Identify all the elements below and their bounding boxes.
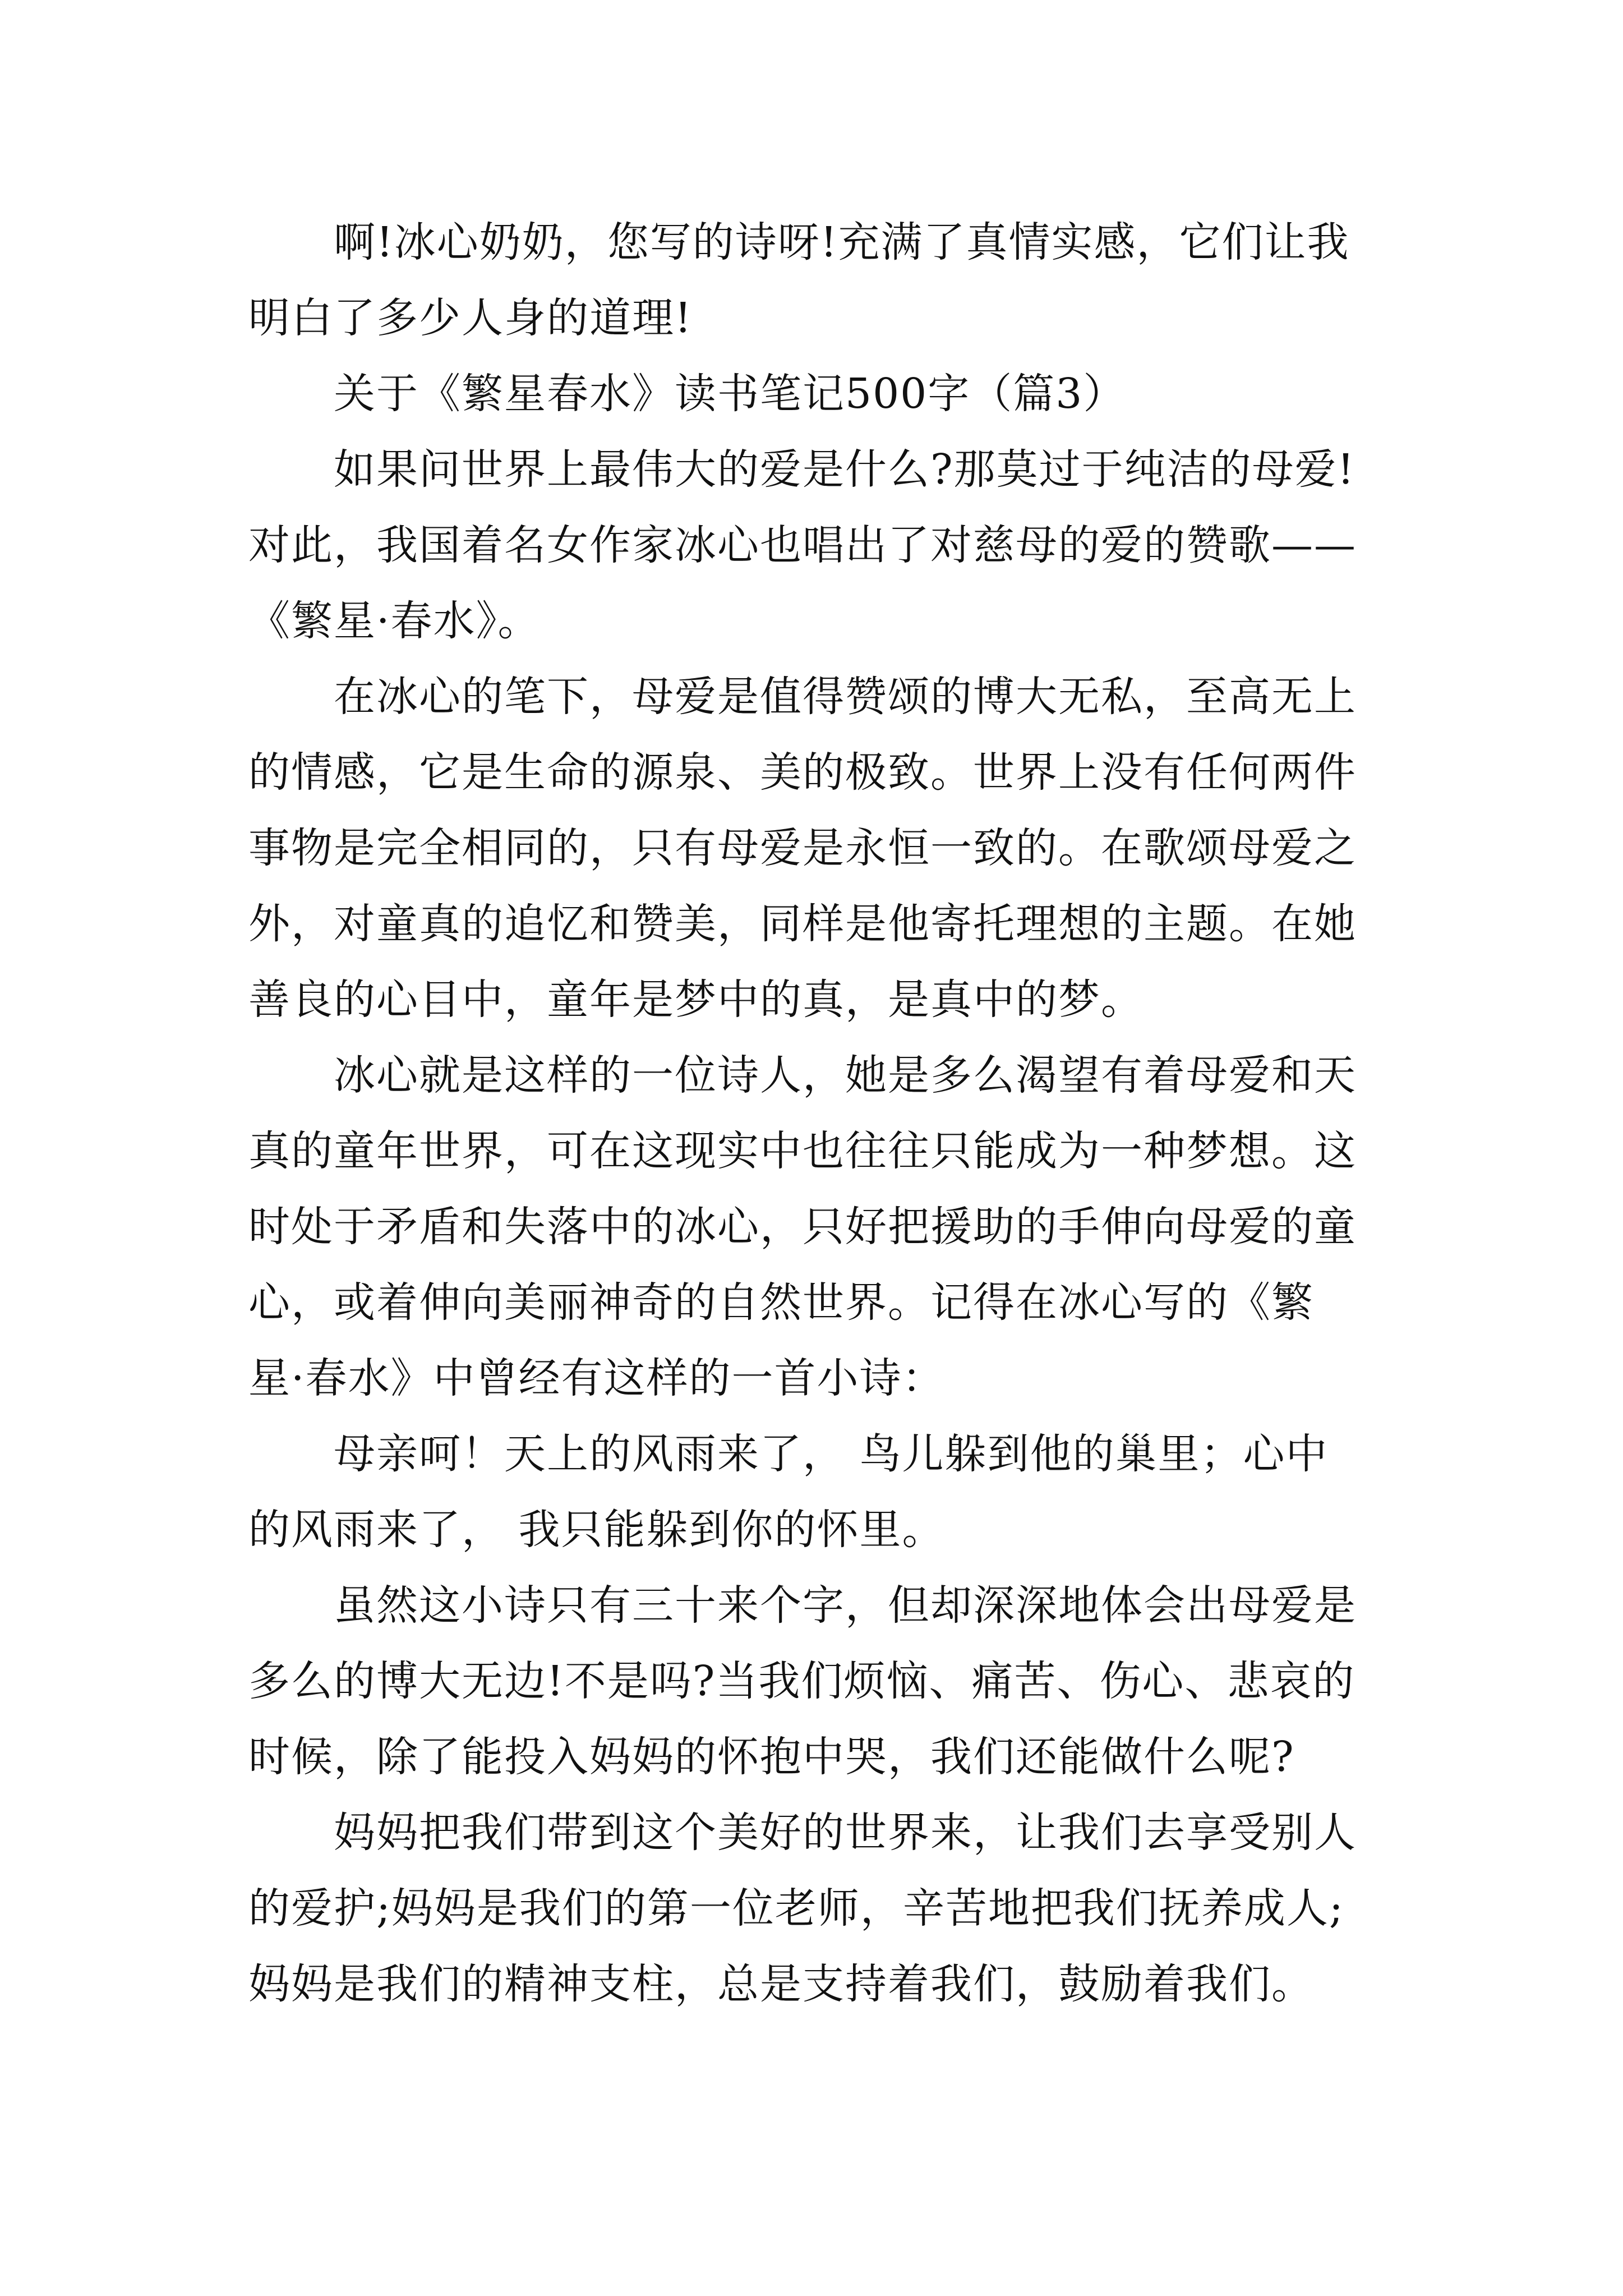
text-line: 如果问世界上最伟大的爱是什么?那莫过于纯洁的母爱!: [248, 445, 1355, 494]
text-line: 明白了多少人身的道理!: [248, 294, 693, 342]
poem-line: 的风雨来了， 我只能躲到你的怀里。: [248, 1506, 945, 1554]
text-line: 时处于矛盾和失落中的冰心，只好把援助的手伸向母爱的童: [248, 1203, 1357, 1251]
text-line: 多么的博大无边!不是吗?当我们烦恼、痛苦、伤心、悲哀的: [248, 1657, 1355, 1705]
text-line: 真的童年世界，可在这现实中也往往只能成为一种梦想。这: [248, 1127, 1357, 1175]
text-line: 事物是完全相同的，只有母爱是永恒一致的。在歌颂母爱之: [248, 824, 1357, 872]
text-line: 时候，除了能投入妈妈的怀抱中哭，我们还能做什么呢?: [248, 1733, 1295, 1781]
text-line: 啊!冰心奶奶，您写的诗呀!充满了真情实感，它们让我: [248, 218, 1350, 266]
poem-line: 母亲呵！天上的风雨来了， 鸟儿躲到他的巢里；心中: [248, 1430, 1329, 1478]
document-body: [248, 205, 1393, 2022]
text-line: 对此，我国着名女作家冰心也唱出了对慈母的爱的赞歌——: [248, 521, 1357, 569]
text-line: 善良的心目中，童年是梦中的真，是真中的梦。: [248, 976, 1144, 1024]
text-line: 《繁星·春水》。: [248, 597, 541, 645]
text-line: 外，对童真的追忆和赞美，同样是他寄托理想的主题。在她: [248, 900, 1357, 948]
text-line: 妈妈把我们带到这个美好的世界来，让我们去享受别人: [248, 1809, 1357, 1857]
text-line: 虽然这小诗只有三十来个字，但却深深地体会出母爱是: [248, 1581, 1357, 1630]
text-line: 在冰心的笔下，母爱是值得赞颂的博大无私，至高无上: [248, 673, 1357, 721]
text-line: 的情感，它是生命的源泉、美的极致。世界上没有任何两件: [248, 748, 1357, 797]
text-line: 冰心就是这样的一位诗人，她是多么渴望有着母爱和天: [248, 1051, 1357, 1099]
section-heading: 关于《繁星春水》读书笔记500字（篇3）: [248, 370, 1126, 418]
text-line: 的爱护;妈妈是我们的第一位老师，辛苦地把我们抚养成人;: [248, 1884, 1344, 1932]
text-line: 星·春水》中曾经有这样的一首小诗：: [248, 1354, 945, 1402]
text-line: 妈妈是我们的精神支柱，总是支持着我们，鼓励着我们。: [248, 1960, 1314, 2008]
text-line: 心，或着伸向美丽神奇的自然世界。记得在冰心写的《繁: [248, 1278, 1314, 1327]
